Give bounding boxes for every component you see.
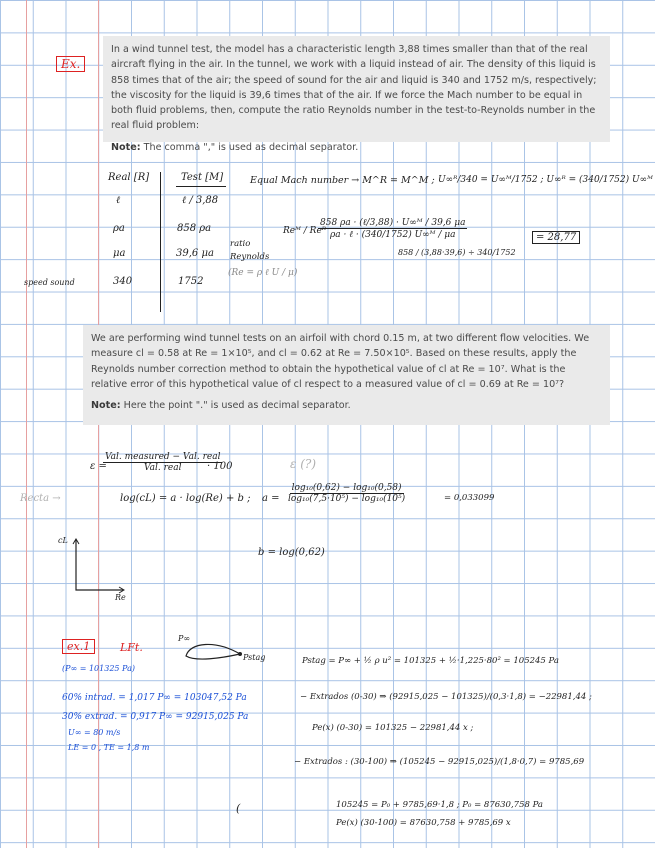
real-density: ρa [113,223,125,234]
ex1-problem-block [103,36,610,153]
p-inf-label: P∞ [178,634,191,643]
error-numerator: Val. measured − Val. real [105,452,221,462]
test-viscosity: 39,6 μa [176,248,214,259]
table-divider-v [160,172,161,312]
axis-y-label: cL [58,536,68,545]
extrados-0-30: − Extrados (0-30) ⇒ (92915,025 − 101325)/(0,3·1,8) = −22981,44 ; [300,692,592,702]
ex1-tag: Ex. [56,57,85,71]
a-lhs: a = [262,493,280,504]
extrados-30-100: − Extrados : (30-100) ⇒ (105245 − 92915,025)/(1,8·0,7) = 9785,69 [294,757,585,767]
error-denominator: Val. real [143,463,182,473]
a-numerator: log₁₀(0,62) − log₁₀(0,58) [291,483,402,493]
real-length: ℓ [116,195,121,206]
velocity-line: U∞ = 80 m/s [68,728,121,737]
log-axes-sketch [68,536,128,596]
faint-note: ε (?) [290,457,317,471]
airfoil-sketch [182,638,244,664]
re-numerator: 858 ρa · (ℓ/3,88) · U∞ᴹ / 39,6 μa [320,218,466,228]
ex2-problem-block [83,325,610,425]
b-equation: b = log(0,62) [258,547,325,558]
log-linear-eq: log(cL) = a · log(Re) + b ; [120,493,251,504]
pe-0-30: Pe(x) (0-30) = 101325 − 22981,44 x ; [312,723,474,733]
a-fraction [286,483,407,504]
speed-sound-label: speed sound [24,278,75,287]
ex2-problem-text: We are performing wind tunnel tests on an airfoil with chord 0.15 m, at two different flow velocities. We measure cl = 0.58 at Re = 1×10⁵, and cl = 0.62 at Re = 7.50×10⁵. Based on these results, apply the Reynolds number correction method to obtain the hypothetical value of cl at Re = 10⁷. What is the relative error of this hypothetical value of cl respect to a measured value of cl = 0.69 at Re = 10⁷? [91,333,590,390]
mach-equation: U∞ᴿ/340 = U∞ᴹ/1752 ; U∞ᴿ = (340/1752) U∞ᴹ [438,175,653,185]
p-stag-label: Pstag [243,653,266,662]
ex1-note: Note: The comma "," is used as decimal separator. [111,141,359,153]
pe-30-100: Pe(x) (30-100) = 87630,758 + 9785,69 x [336,818,511,828]
real-viscosity: μa [113,248,126,259]
a-value: = 0,033099 [444,493,495,503]
ex2-note: Note: Here the point "." is used as decimal separator. [91,400,351,412]
table-col-test: Test [M] [181,172,224,183]
mach-label: Equal Mach number → M^R = M^M ; [250,175,435,186]
re-denominator: ρa · ℓ · (340/1752) U∞ᴹ / μa [330,230,456,240]
re-result: = 28,77 [532,232,580,243]
margin-line-left [26,0,27,848]
recta-label: Recta → [20,493,61,504]
error-fraction [103,452,222,473]
re-middle: 858 / (3,88·39,6) ÷ 340/1752 [398,248,516,257]
ex1-problem-text: In a wind tunnel test, the model has a characteristic length 3,88 times smaller than that of the real aircraft flying in the air. In the tunnel, we work with a liquid instead of air. The density of this liquid is 858 times that of the air; the speed of sound for the air and liquid is 340 and 1752 m/s, respectively; the viscosity for the liquid is 39,6 times that of the air. If we force the Mach number to be equal in both fluid problems, then, compute the ratio Reynolds number in the test-to-Reynolds number in the real fluid problem: [111,44,597,132]
test-density: 858 ρa [177,223,212,234]
ex3-title: LFt. [120,641,143,654]
extrados-line: 30% extrad. = 0,917 P∞ = 92915,025 Pa [62,712,249,722]
stray-mark: ( [236,802,241,815]
real-speed-sound: 340 [113,276,133,287]
re-lhs: Reᴹ / Reᴿ [283,226,327,236]
ratio-reynolds-label: ratio Reynolds [230,239,270,262]
intrados-line: 60% intrad. = 1,017 P∞ = 103047,52 Pa [62,693,247,703]
p-inf-value: (P∞ = 101325 Pa) [62,664,135,673]
p0-eq: 105245 = P₀ + 9785,69·1,8 ; P₀ = 87630,758 Pa [336,800,543,810]
a-denominator: log₁₀(7,5·10⁵) − log₁₀(10⁵) [288,494,406,504]
stag-pressure-eq: Pstag = P∞ + ½ ρ u² = 101325 + ½·1,225·80² = 105245 Pa [302,656,559,666]
test-speed-sound: 1752 [178,276,204,287]
re-definition: (Re = ρ ℓ U / μ) [228,268,298,278]
table-col-real: Real [R] [108,172,150,183]
re-fraction [318,217,467,240]
error-times-100: · 100 [207,461,233,472]
edges-line: LE = 0 , TE = 1,8 m [68,743,150,752]
ex3-tag: ex.1 [62,640,95,653]
table-divider-h [176,186,226,187]
error-lhs: ε = [90,461,107,472]
test-length: ℓ / 3,88 [182,195,219,206]
axis-x-label: Re [115,593,126,602]
